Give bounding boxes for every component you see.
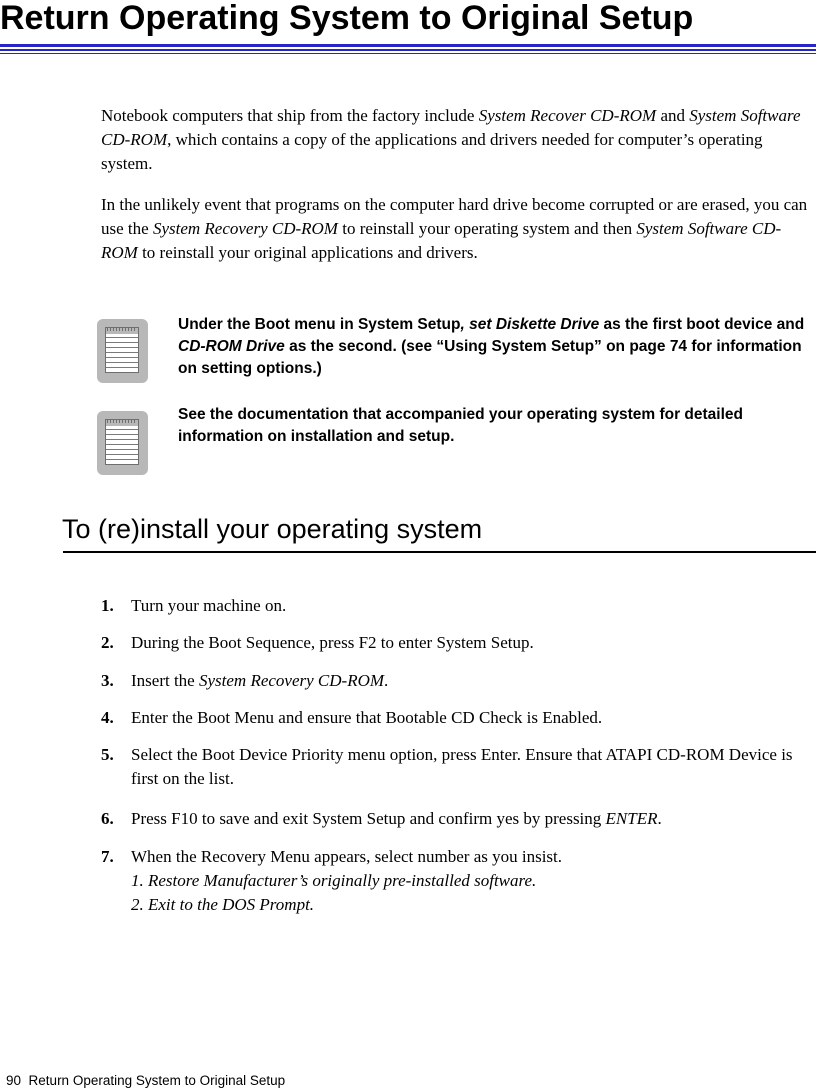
- title-rule: [0, 44, 816, 47]
- text-run: and: [656, 106, 690, 125]
- cd-name: System Recovery CD-ROM: [152, 219, 338, 238]
- cd-name: System Software CD-ROM: [101, 219, 782, 262]
- intro-paragraph-1: [101, 104, 813, 176]
- step-number: 5.: [101, 745, 114, 764]
- text-run: to reinstall your operating system and then: [337, 219, 637, 238]
- intro-paragraph-2: [101, 193, 813, 265]
- step-text: [131, 845, 815, 917]
- text-run: as the first boot device and: [599, 316, 805, 333]
- text-run: Notebook computers that ship from the factory include: [101, 106, 479, 125]
- notepad-icon: [97, 319, 148, 383]
- step-text: [131, 807, 815, 831]
- text-run: Under the Boot menu in System Setup: [178, 316, 461, 333]
- text-run: as the second. (see “Using System Setup” on page 74 for information on setting options.): [178, 338, 802, 377]
- page-footer: [6, 1073, 285, 1089]
- text-run: .: [657, 809, 662, 828]
- text-run: In the unlikely event that programs on the computer hard drive become corrupted or are erased, you can use the: [101, 195, 808, 238]
- step-text: Select the Boot Device Priority menu option, press Enter. Ensure that ATAPI CD-ROM Device is first on the list.: [131, 745, 793, 788]
- menu-option: 2. Exit to the DOS Prompt.: [131, 895, 315, 914]
- section-heading: To (re)install your operating system: [62, 514, 483, 544]
- footer-title: Return Operating System to Original Setup: [28, 1073, 286, 1088]
- step-number: 3.: [101, 671, 114, 690]
- drive-name: CD-ROM Drive: [178, 338, 285, 355]
- text-run: , set: [460, 316, 496, 333]
- step-text: Turn your machine on.: [131, 596, 287, 615]
- step-number: 1.: [101, 596, 114, 615]
- step-number: 4.: [101, 708, 114, 727]
- step-number: 7.: [101, 847, 114, 866]
- page-title: Return Operating System to Original Setup: [0, 0, 694, 37]
- step-number: 6.: [101, 809, 114, 828]
- step-text: [131, 669, 815, 693]
- section-rule: [63, 551, 816, 553]
- step-number: 2.: [101, 633, 114, 652]
- notepad-icon: [97, 411, 148, 475]
- note-2: See the documentation that accompanied your operating system for detailed information on installation and setup.: [178, 406, 744, 445]
- text-run: Press F10 to save and exit System Setup and confirm yes by pressing: [131, 809, 606, 828]
- text-run: When the Recovery Menu appears, select number as you insist.: [131, 847, 563, 866]
- note-1: [178, 314, 816, 380]
- cd-name: System Recovery CD-ROM: [198, 671, 385, 690]
- text-run: Insert the: [131, 671, 199, 690]
- cd-name: System Recover CD-ROM: [478, 106, 657, 125]
- title-rule: [0, 53, 816, 54]
- drive-name: Diskette Drive: [495, 316, 600, 333]
- text-run: to reinstall your original applications and drivers.: [137, 243, 478, 262]
- key-name: ENTER: [605, 809, 658, 828]
- page-number: 90: [6, 1073, 22, 1088]
- cd-name: System Software CD-ROM: [101, 106, 801, 149]
- text-run: .: [384, 671, 389, 690]
- step-text: Enter the Boot Menu and ensure that Bootable CD Check is Enabled.: [131, 708, 603, 727]
- text-run: , which contains a copy of the applications and drivers needed for computer’s operating system.: [101, 130, 763, 173]
- step-text: During the Boot Sequence, press F2 to enter System Setup.: [131, 633, 534, 652]
- menu-option: 1. Restore Manufacturer’s originally pre-installed software.: [131, 871, 537, 890]
- title-rule: [0, 49, 816, 51]
